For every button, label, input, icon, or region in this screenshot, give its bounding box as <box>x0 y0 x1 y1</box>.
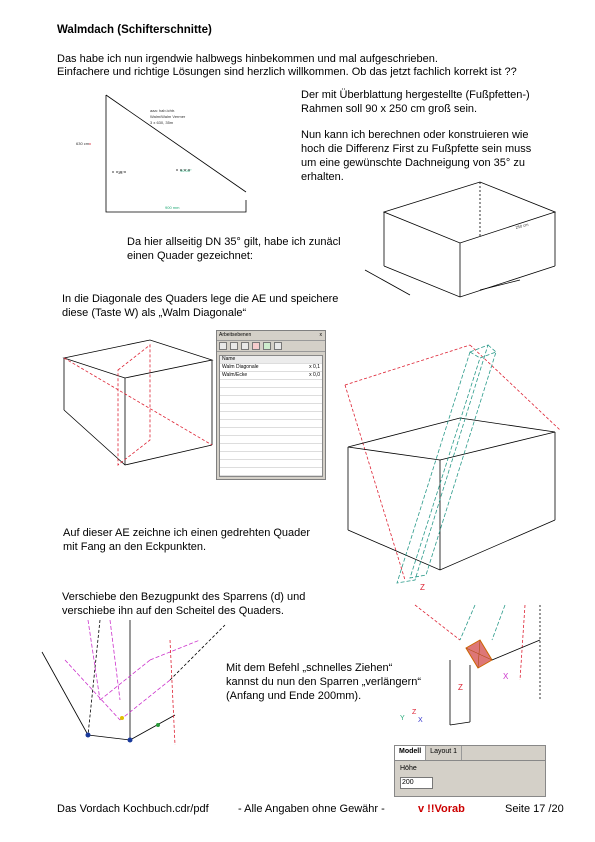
box-dim: 250 cm <box>514 221 529 230</box>
rahmen-line-2: Rahmen soll 90 x 250 cm groß sein. <box>301 103 478 115</box>
x-axis-label-2: X <box>418 717 423 724</box>
tab-layout[interactable]: Layout 1 <box>426 746 462 760</box>
model-toolbar <box>394 745 546 797</box>
triangle-note-3: 3 x 630, 35m <box>150 120 174 125</box>
hoehe-label: Höhe <box>400 765 417 772</box>
gedreht-line-2: mit Fang an den Eckpunkten. <box>63 541 207 553</box>
triangle-note-1: aaa: hab.ichtr. <box>150 108 176 113</box>
footer-disclaimer: - Alle Angaben ohne Gewähr - <box>238 803 385 815</box>
list-item[interactable]: Walm Diagonale x 0,1 <box>222 364 320 370</box>
triangle-note-2: Walm/Walm Vermer <box>150 114 186 119</box>
close-icon[interactable]: x <box>319 332 322 338</box>
verschiebe-line-2: verschiebe ihn auf den Scheitel des Quaders. <box>62 605 284 617</box>
triangle-left-dim: 630 cm <box>76 141 90 146</box>
verschiebe-line-1: Verschiebe den Bezugpunkt des Sparrens (d) und <box>62 591 306 603</box>
footer-vorab: v !!Vorab <box>418 803 465 815</box>
gedreht-line-1: Auf dieser AE zeichne ich einen gedrehten Quader <box>63 527 311 539</box>
y-axis-label: Y <box>400 715 405 722</box>
tab-model[interactable]: Modell <box>395 746 426 760</box>
ziehen-line-1: Mit dem Befehl „schnelles Ziehen“ <box>226 662 393 674</box>
z-axis-label: Z <box>420 583 425 592</box>
ziehen-line-3: (Anfang und Ende 200mm). <box>226 690 362 702</box>
diagonale-line-1: In die Diagonale des Quaders lege die AE und speichere <box>62 293 339 305</box>
page-title: Walmdach (Schifterschnitte) <box>57 24 212 36</box>
list-item[interactable]: Walm/Ecke x 0,0 <box>222 372 320 378</box>
berechnen-line-4: erhalten. <box>301 171 344 183</box>
panel-title: Arbeitsebenen x <box>217 331 325 341</box>
footer-file: Das Vordach Kochbuch.cdr/pdf <box>57 803 209 815</box>
intro-line-1: Das habe ich nun irgendwie halbwegs hinbekommen und mal aufgeschrieben. <box>57 53 438 65</box>
triangle-angle-2: 90.00° <box>180 168 192 173</box>
berechnen-line-3: um eine gewünschte Dachneigung von 35° zu <box>301 157 525 169</box>
z-axis-label-3: Z <box>412 709 417 716</box>
x-axis-label: X <box>503 672 509 681</box>
ziehen-line-2: kannst du nun den Sparren „verlängern“ <box>226 676 422 688</box>
list-header: Name <box>220 356 322 364</box>
rahmen-line-1: Der mit Überblattung hergestellte (Fußpfetten-) <box>301 89 530 101</box>
triangle-angle-1: 35° <box>118 170 125 175</box>
intro-line-2: Einfachere und richtige Lösungen sind herzlich willkommen. Ob das jetzt fachlich korrekt ist ?? <box>57 66 517 78</box>
triangle-bottom-dim: 900 mm <box>165 205 180 210</box>
dn-line-2: einen Quader gezeichnet: <box>127 250 253 262</box>
footer-page: Seite 17 /20 <box>505 803 564 815</box>
berechnen-line-2: hoch die Differenz First zu Fußpfette sein muss <box>301 143 532 155</box>
dn-line-1: Da hier allseitig DN 35° gilt, habe ich zunäcl <box>127 236 341 248</box>
berechnen-line-1: Nun kann ich berechnen oder konstruieren wie <box>301 129 529 141</box>
z-axis-label-2: Z <box>458 683 463 692</box>
hoehe-input[interactable]: 200 <box>400 777 433 789</box>
diagonale-line-2: diese (Taste W) als „Walm Diagonale“ <box>62 307 247 319</box>
